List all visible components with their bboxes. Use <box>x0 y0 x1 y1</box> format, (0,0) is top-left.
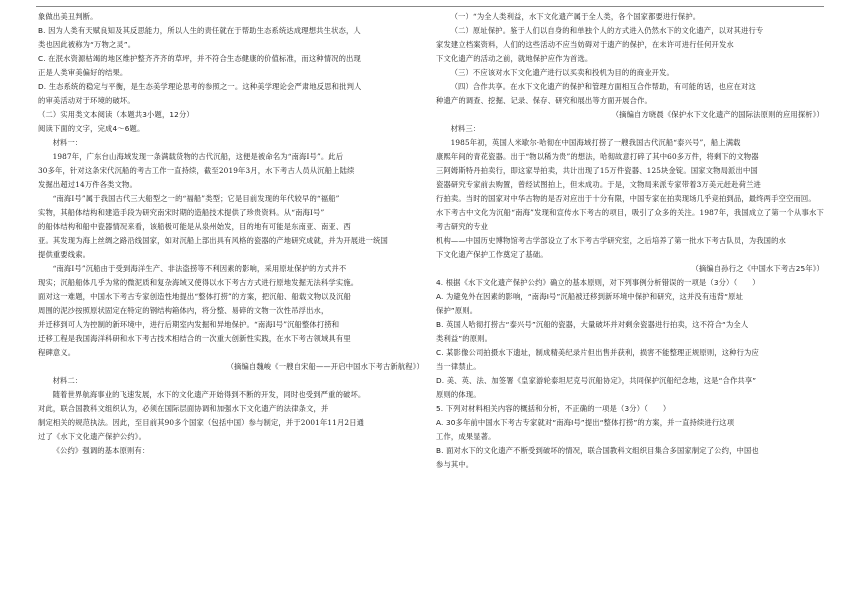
right-text-line: 1985年初，英国人米歇尔·哈彻在中国海域打捞了一艘我国古代沉船“泰兴号”，船上满载 <box>450 138 741 147</box>
right-text-line: （一）“为全人类利益，水下文化遗产属于全人类，各个国家都要进行保护。 <box>450 12 701 21</box>
left-text-line: “南海Ⅰ号”沉船由于受到海洋生产、非法盗捞等不利因素的影响，采用原址保护的方式并不 <box>52 264 347 273</box>
right-text-line: 参与其中。 <box>436 460 474 469</box>
right-text-line: 5. 下列对材料相关内容的概括和分析，不正确的一项是（3分）（ ） <box>436 404 671 413</box>
left-text-line: 亚。其发现为海上丝绸之路沿线国家，如对沉船上部出具有风格的瓷器的产地研究成就，并为开展进一统国 <box>38 236 388 245</box>
left-text-line: D. 生态系统的稳定与平衡，是生态美学理论思考的参照之一。这种美学理论会严肃地反思和批判人 <box>38 82 362 91</box>
right-text-line: （二）原址保护。鉴于人们以自身的和单独个人的方式进入仍然水下的文化遗产，以对其进行专 <box>450 26 764 35</box>
left-text-line: B. 因为人类有天赋良知及其反思能力，所以人生的责任就在于帮助生态系统达成理想共生状态，人 <box>38 26 361 35</box>
left-text-line: 象做出美丑判断。 <box>38 12 98 21</box>
left-text-line: 30多年，针对这条宋代沉船的考古工作一直持续，截至2019年3月，水下考古人员从沉船上陆续 <box>38 166 355 175</box>
right-text-line: A. 30多年前中国水下考古专家就对“南海Ⅰ号”提出“整体打捞”的方案，并一直持续进行这项 <box>436 418 735 427</box>
header-rule <box>36 6 824 7</box>
right-text-line: 下文化遗产的活动之前，就地保护应作为首选。 <box>436 54 593 63</box>
left-text-line: 实物，其船体结构和建造手段为研究南宋时期的造船技术提供了珍贵资料。从“南海Ⅰ号” <box>38 208 325 217</box>
right-text-line: C. 某影像公司拍摄水下遗址，制成精美纪录片但出售并获利，损害不能整理正规原则，这种行为应 <box>436 348 759 357</box>
right-text-line: 4. 根据《水下文化遗产保护公约》确立的基本原则，对下列事例分析错误的一项是（3分）（ ） <box>436 278 760 287</box>
left-text-line: 的船体结构和船中瓷器情况来看，该船极可能是从泉州始发，目的地有可能是东南亚、南亚、西 <box>38 222 351 231</box>
left-column <box>38 10 424 458</box>
right-text-line: A. 为避免外在因素的影响，“南海Ⅰ号”沉船被迁移到新环境中保护和研究，这并没有违背“原址 <box>436 292 744 301</box>
left-text-line: 对此，联合国教科文组织认为，必须在国际层面协调和加强水下文化遗产的法律条文，并 <box>38 404 329 413</box>
left-text-line: 随着世界航海事业的飞速发展，水下的文化遗产开始得到不断的开发，同时也受到严重的破坏。 <box>52 390 366 399</box>
left-text-line: 过了《水下文化遗产保护公约》。 <box>38 432 147 441</box>
right-text-line: 保护”原则。 <box>436 306 478 315</box>
left-text-line: 制定相关的规范执法。因此，至目前其90多个国家（包括中国）参与制定，并于2001年11月2日通 <box>38 418 365 427</box>
left-text-line: 1987年，广东台山海域发现一条满载货物的古代沉船，这便是被命名为“南海Ⅰ号”。此后 <box>52 152 344 161</box>
left-text-line: C. 在泯水资源枯竭的地区维护整齐齐齐的草坪，并不符合生态健康的价值标准，而这种情况的出现 <box>38 54 361 63</box>
left-text-line: 材料二： <box>52 376 83 385</box>
left-text-line: 《公约》强调的基本原则有： <box>52 446 150 455</box>
right-text-line: 类利益”的原则。 <box>436 334 493 343</box>
right-text-line: 康熙年间的青花瓷器。出于“物以稀为贵”的想法，哈彻故意打碎了其中60多万件，将剩下的文物器 <box>436 152 759 161</box>
right-text-line: （摘编自孙行之《中国水下考古25年》） <box>691 264 824 273</box>
right-text-line: （四）合作共享。在水下文化遗产的保护和管理方面相互合作帮助，有可能的话，也应在对这 <box>450 82 756 91</box>
left-text-line: 面对这一难题，中国水下考古专家创造性地提出“整体打捞”的方案，把沉船、船载文物以及沉船 <box>38 292 352 301</box>
right-text-line: B. 面对水下的文化遗产不断受到破坏的情况，联合国教科文组织目集合多国家制定了公约，中国也 <box>436 446 759 455</box>
left-text-line: “南海Ⅰ号”属于我国古代三大船型之一的“福船”类型；它是目前发现的年代较早的“福船” <box>52 194 340 203</box>
left-text-line: 的审美活动对于环境的破坏。 <box>38 96 135 105</box>
right-text-line: 原则的体现。 <box>436 390 481 399</box>
right-text-line: （三）不应该对水下文化遗产进行以买卖和投机为目的的商业开发。 <box>450 68 674 77</box>
right-text-line: （摘编自方晓晨《保护水下文化遗产的国际法原则的应用探析》） <box>611 110 824 119</box>
left-text-line: 程碑意义。 <box>38 348 76 357</box>
left-text-line: 周围的泥沙按照原状固定在特定的钢结构箱体内，将分整、易碎的文物一次性吊浮出水， <box>38 306 329 315</box>
right-text-line: 种遗产的调查、挖掘、记录、保存、研究和展出等方面开展合作。 <box>436 96 652 105</box>
right-text-line: 家发建立档案资料，人们的这些活动不应当妨碍对于遗产的保护，在未许可进行任何开发水 <box>436 40 734 49</box>
right-text-line: D. 美、英、法、加签署《皇家游轮泰坦尼克号沉船协定》，共同保护沉船纪念地，这是“合作共享” <box>436 376 757 385</box>
left-text-line: 正是人类审美偏好的结果。 <box>38 68 128 77</box>
left-text-line: 提供重要线索。 <box>38 250 91 259</box>
right-text-line: 下文化遗产保护工作奠定了基础。 <box>436 250 548 259</box>
left-text-line: （摘编自魏峻《一艘自宋船——开启中国水下考古新航程》） <box>226 362 424 371</box>
right-text-line: 水下考古中文化为沉船“南海”发现和宣传水下考古的项目，吸引了众多的关注。1987年，我国成立了第一个从事水下考古研究的专业 <box>436 208 824 231</box>
right-text-line: 三阿姆斯特丹拍卖行，即这家导拍卖，共计出现了15万件瓷器、125块金锭。国家文物局派出中国 <box>436 166 758 175</box>
left-text-line: 类也因此被称为“万物之灵”。 <box>38 40 136 49</box>
left-text-line: 并迁移到可人为控制的新环境中，进行后期室内发掘和异地保护。“南海Ⅰ号”沉船整体打捞和 <box>38 320 340 329</box>
right-text-line: 材料三： <box>450 124 481 133</box>
right-text-line: 行拍卖。当时的国家对中华古物的是否对应出于十分有限，中国专家在拍卖现场几乎竞拍到品，最终两手空空而回。 <box>436 194 816 203</box>
left-text-line: 阅读下面的文字，完成4～6题。 <box>38 124 145 133</box>
right-text-line: 瓷器研究专家前去购置，曾经试图拍上，但未成功。于是，文物局来派专家带着3万美元赶赴荷兰进 <box>436 180 762 189</box>
left-text-line: 材料一： <box>52 138 83 147</box>
left-text-line: 迁移工程是我国海洋科研和水下考古技术相结合的一次重大创新性实践，在水下考古领域具有里 <box>38 334 351 343</box>
right-text-line: 工作，成果显著。 <box>436 432 496 441</box>
right-text-line: 当一律禁止。 <box>436 362 481 371</box>
right-column <box>436 10 824 472</box>
left-text-line: （二）实用类文本阅读（本题共3小题，12分） <box>38 110 194 119</box>
right-text-line: B. 英国人哈彻打捞古“泰兴号”沉船的瓷器，大量破坏并对剩余瓷器进行拍卖，这不符合“为全人 <box>436 320 749 329</box>
left-text-line: 现实；沉船船体几乎为常的微泥质和复杂海域又使得以水下考古方式进行原地发掘无法科学实施。 <box>38 278 359 287</box>
right-text-line: 机构——中国历史博物馆考古学部设立了水下考古学研究室，之后培养了第一批水下考古队员，为我国的水 <box>436 236 786 245</box>
left-text-line: 发掘出超过14万件各类文物。 <box>38 180 137 189</box>
